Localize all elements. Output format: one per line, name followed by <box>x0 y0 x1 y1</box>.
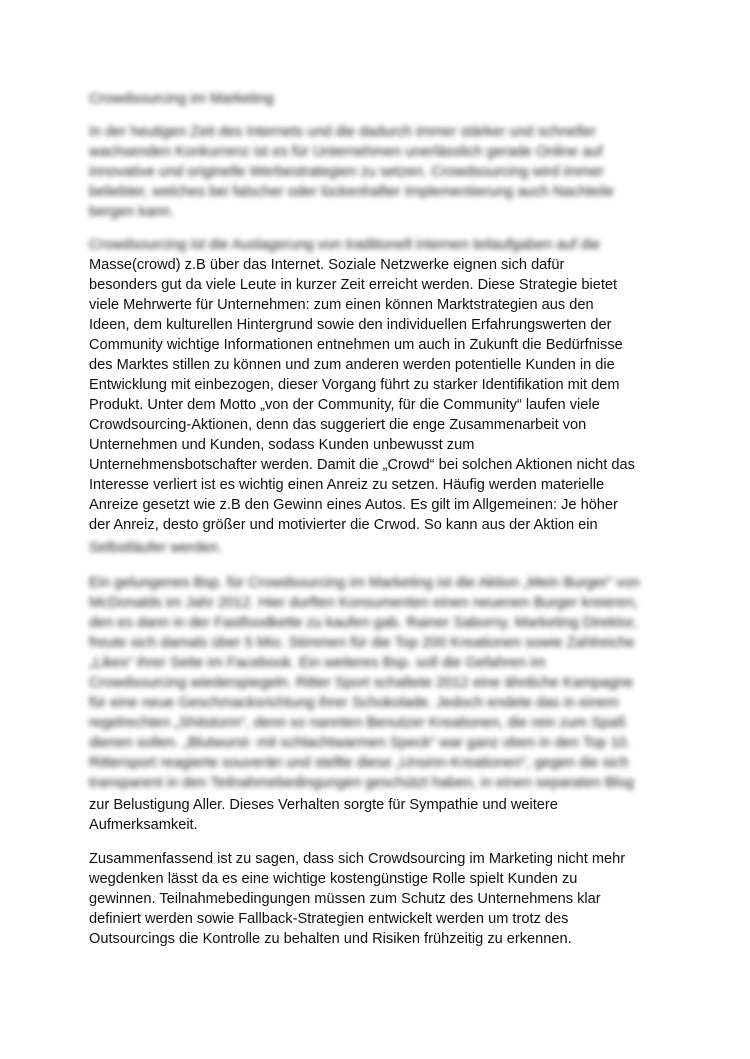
text-line: Crowdsourcing wiederspiegeln. Ritter Sport schaltete 2012 eine ähnliche Kampagne <box>89 675 634 691</box>
document-title: Crowdsourcing im Marketing <box>89 91 274 107</box>
text-line: des Marktes stillen zu können und zum anderen werden potentielle Kunden in die <box>89 357 615 373</box>
text-line: Aufmerksamkeit. <box>89 817 198 833</box>
text-line: Interesse verliert ist es wichtig einen Anreiz zu setzen. Häufig werden materielle <box>89 477 605 493</box>
text-line: der Anreiz, desto größer und motivierter die Crwod. So kann aus der Aktion ein <box>89 517 598 533</box>
text-line: Community wichtige Informationen entnehmen um auch in Zukunft die Bedürfnisse <box>89 337 623 353</box>
text-line: McDonalds im Jahr 2012. Hier durften Konsumenten einen neuenen Burger kreieren, <box>89 595 639 611</box>
text-line: freute sich damals über 5 Mio. Stimmen für die Top 200 Kreationen sowie Zahlreiche <box>89 635 635 651</box>
text-line: Zusammenfassend ist zu sagen, dass sich Crowdsourcing im Marketing nicht mehr <box>89 851 626 867</box>
text-line: dienen sollen. „Blutwurst- mit schlachtwarmen Speck“ war ganz oben in den Top 10. <box>89 735 631 751</box>
text-line: wegdenken lässt da es eine wichtige kostengünstige Rolle spielt Kunden zu <box>89 871 578 887</box>
text-line: „Likes“ ihrer Seite im Facebook. Ein weiteres Bsp. soll die Gefahren im <box>89 655 546 671</box>
text-line: gewinnen. Teilnahmebedingungen müssen zum Schutz des Unternehmens klar <box>89 891 601 907</box>
text-line: viele Mehrwerte für Unternehmen: zum einen können Marktstrategien aus den <box>89 297 594 313</box>
text-line: Crowdsourcing-Aktionen, denn das suggeriert die enge Zusammenarbeit von <box>89 417 587 433</box>
text-line: Ideen, dem kulturellen Hintergrund sowie den individuellen Erfahrungswerten der <box>89 317 612 333</box>
text-line: Produkt. Unter dem Motto „von der Community, für die Community“ laufen viele <box>89 397 600 413</box>
text-line: beliebter, welches bei falscher oder lückenhafter Implementierung auch Nachteile <box>89 184 614 200</box>
text-line: den es dann in der Fastfoodkette zu kaufen gab. Rainer Saborny, Marketing Direktor, <box>89 615 638 631</box>
text-line: Crowdsourcing ist die Auslagerung von traditionell internen teilaufgaben auf die <box>89 237 601 253</box>
text-line: Unternehmen und Kunden, sodass Kunden unbewusst zum <box>89 437 475 453</box>
text-line: Anreize gesetzt wie z.B den Gewinn eines Autos. Es gilt im Allgemeinen: Je höher <box>89 497 618 513</box>
text-line: In der heutigen Zeit des Internets und die dadurch immer stärker und schneller <box>89 124 597 140</box>
text-line: für eine neue Geschmacksrichtung ihrer Schokolade. Jedoch endete das in einem <box>89 695 619 711</box>
text-line: transparent in den Teilnahmebedingungen geschützt haben, in einen separaten Blog <box>89 775 634 791</box>
text-line: Entwicklung mit einbezogen, dieser Vorgang führt zu starker Identifikation mit dem <box>89 377 620 393</box>
text-line: innovative und originelle Werbestrategien zu setzen. Crowdsourcing wird immer <box>89 164 604 180</box>
text-line: zur Belustigung Aller. Dieses Verhalten sorgte für Sympathie und weitere <box>89 797 558 813</box>
text-line: Masse(crowd) z.B über das Internet. Soziale Netzwerke eignen sich dafür <box>89 257 565 273</box>
text-line: bergen kann. <box>89 204 175 220</box>
text-line: wachsenden Konkurrenz ist es für Unternehmen unerlässlich gerade Online auf <box>89 144 603 160</box>
text-line: Selbstläufer werden. <box>89 540 223 556</box>
text-line: definiert werden sowie Fallback-Strategien entwickelt werden um trotz des <box>89 911 569 927</box>
text-line: besonders gut da viele Leute in kurzer Zeit erreicht werden. Diese Strategie bietet <box>89 277 618 293</box>
text-line: Outsourcings die Kontrolle zu behalten und Risiken frühzeitig zu erkennen. <box>89 931 572 947</box>
text-line: Rittersport reagierte souverän und stellte diese „Unsinn-Kreationen“, gegen die sich <box>89 755 629 771</box>
text-line: Ein gelungenes Bsp. für Crowdsourcing im Marketing ist die Aktion „Mein Burger“ von <box>89 575 640 591</box>
text-line: Unternehmensbotschafter werden. Damit die „Crowd“ bei solchen Aktionen nicht das <box>89 457 635 473</box>
text-line: regelrechten „Shitstorm“, denn so nannten Benutzer Kreationen, die rein zum Spaß <box>89 715 627 731</box>
